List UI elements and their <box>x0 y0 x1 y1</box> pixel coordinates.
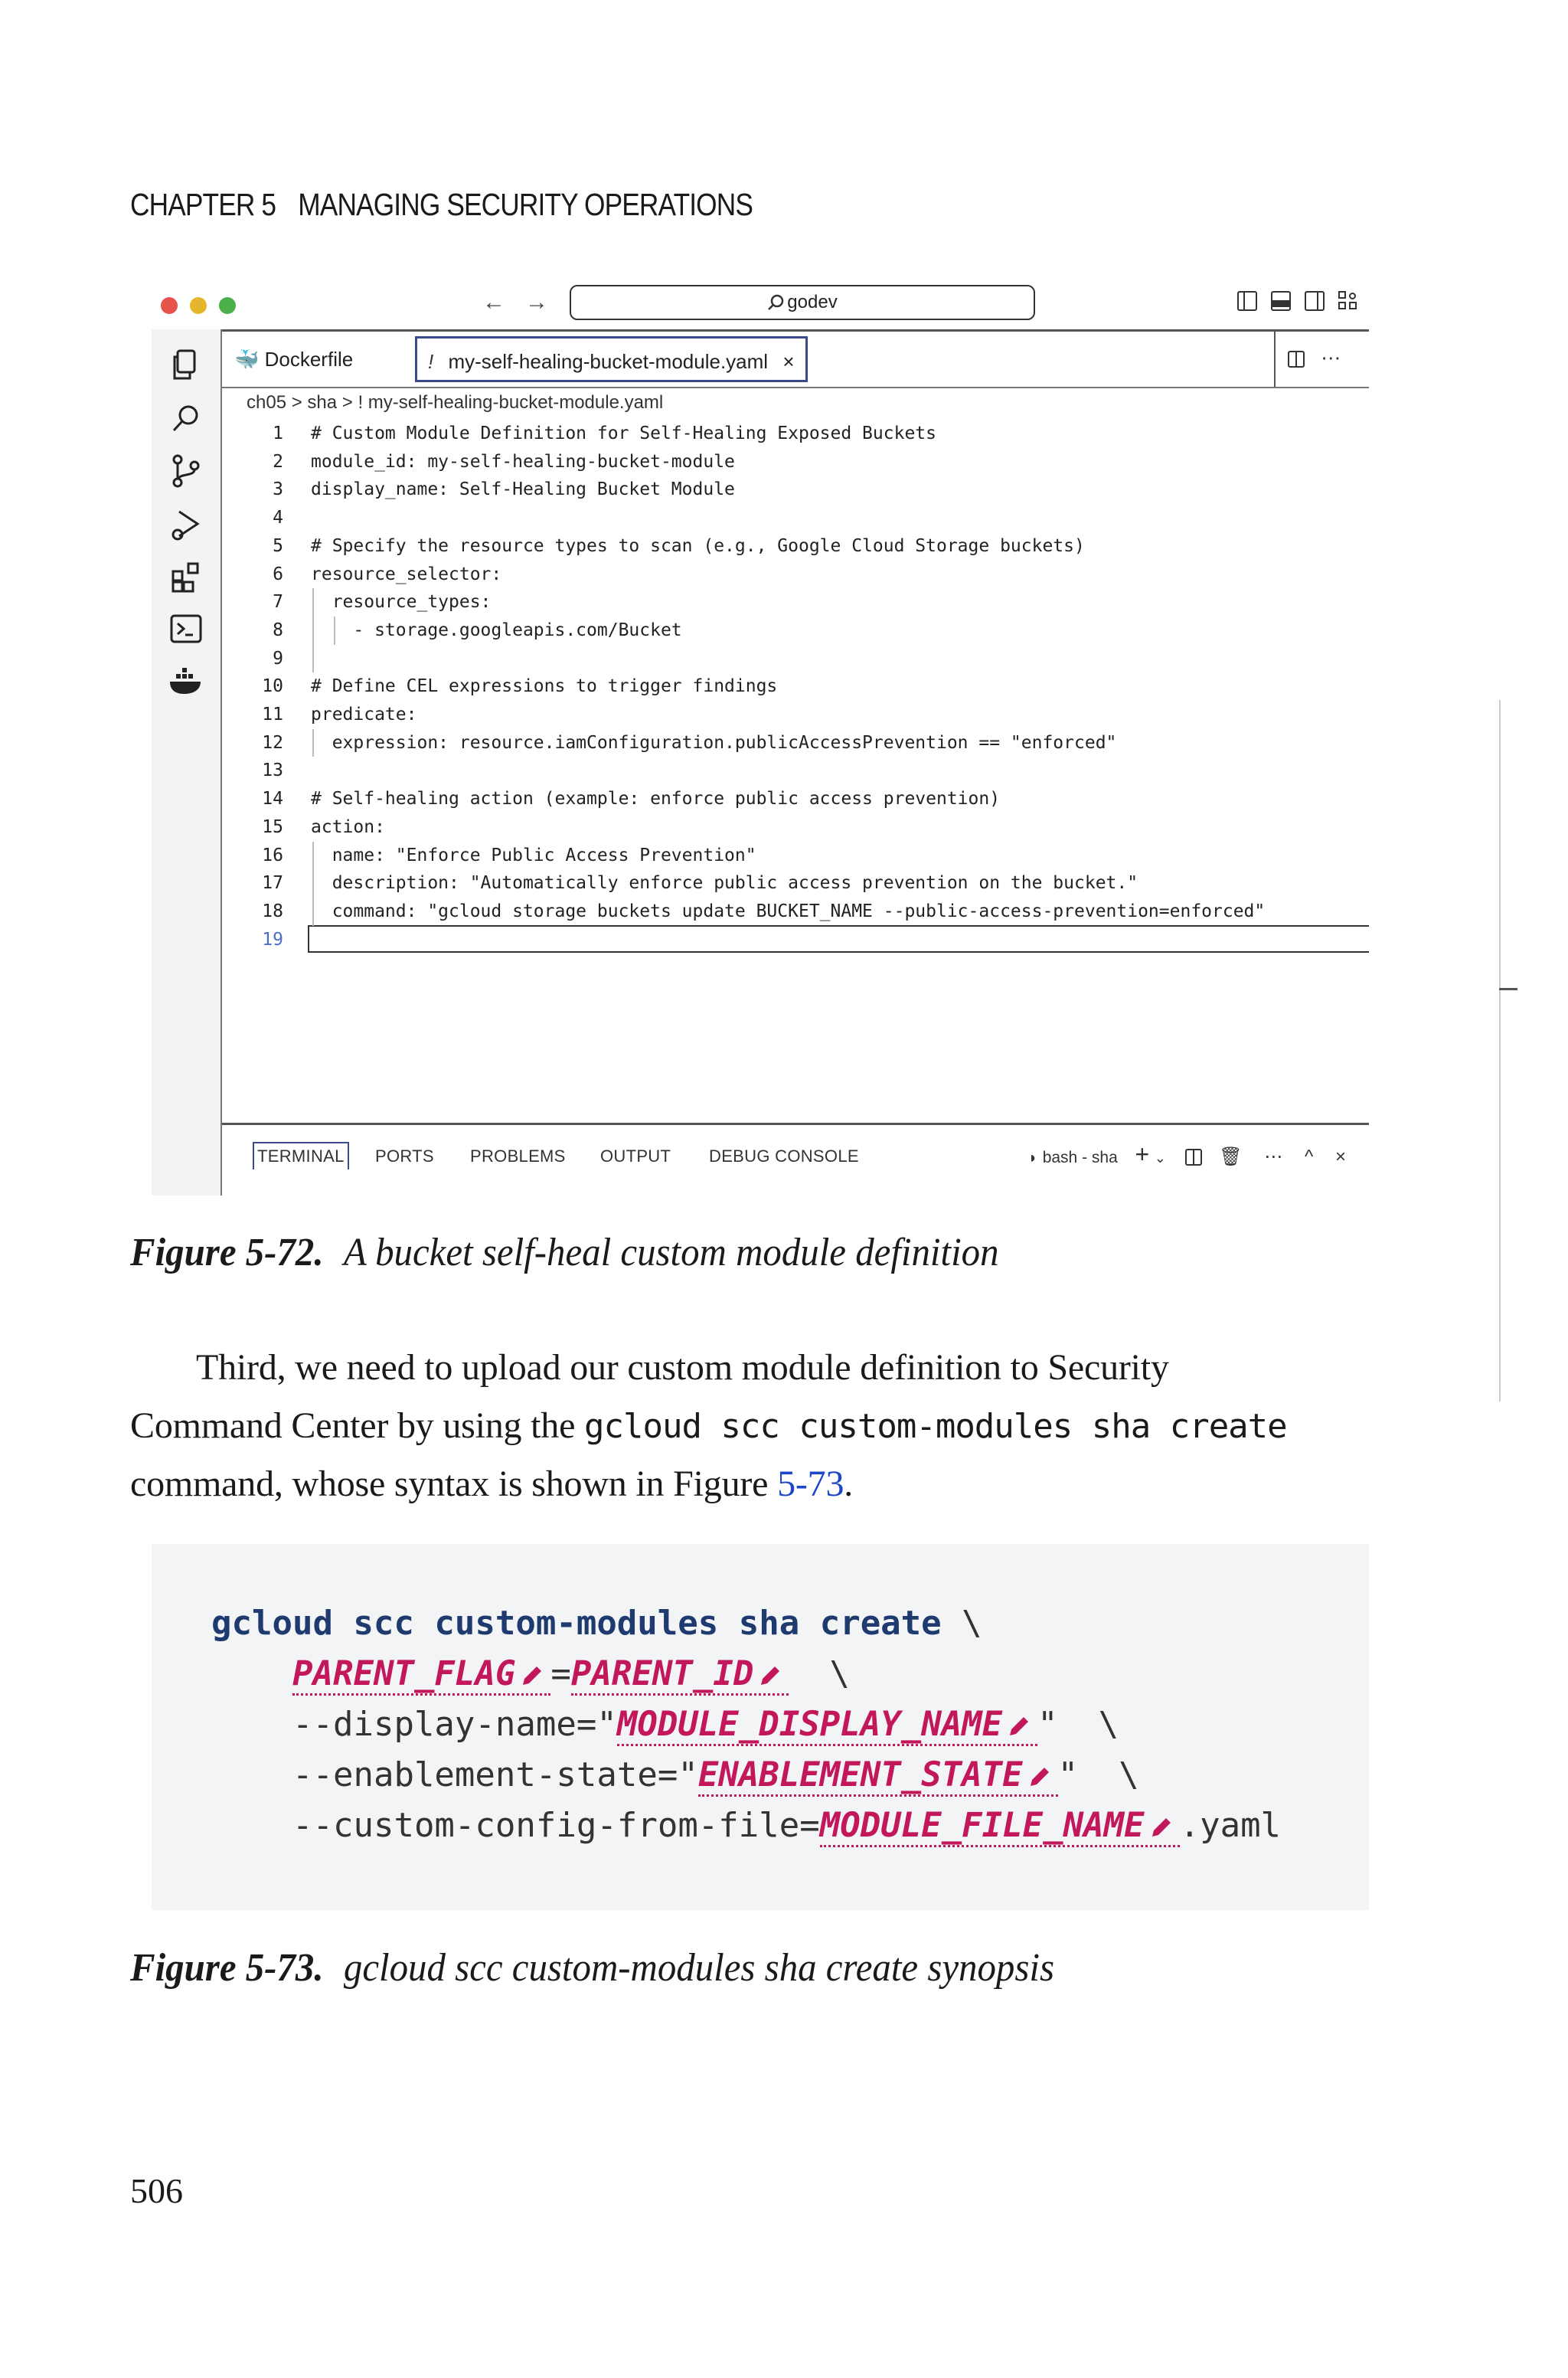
editor-tabs <box>222 329 1369 388</box>
placeholder-module-display-name[interactable]: MODULE_DISPLAY_NAME <box>617 1705 1037 1746</box>
tab-label: my-self-healing-bucket-module.yaml <box>448 350 769 373</box>
pencil-icon <box>1027 1763 1054 1789</box>
run-debug-icon[interactable] <box>167 505 205 544</box>
paragraph-text: command, whose syntax is shown in Figure <box>130 1464 778 1504</box>
line-number: 18 <box>262 901 283 921</box>
paragraph-line <box>130 1397 1287 1456</box>
search-icon <box>767 294 784 311</box>
line-number: 12 <box>262 732 283 753</box>
figure-reference-link[interactable]: 5-73 <box>777 1464 844 1504</box>
activity-bar <box>152 329 222 1196</box>
line-number: 15 <box>262 816 283 837</box>
tab-output[interactable]: OUTPUT <box>600 1146 671 1166</box>
source-control-icon[interactable] <box>167 452 205 490</box>
synopsis-command: gcloud scc custom-modules sha create <box>211 1604 942 1643</box>
code-text: - storage.googleapis.com/Bucket <box>311 620 682 640</box>
search-sidebar-icon[interactable] <box>167 400 205 438</box>
code-text: name: "Enforce Public Access Prevention" <box>311 845 756 865</box>
split-editor-icon[interactable] <box>1288 351 1305 368</box>
display-name-flag: --display-name=" <box>292 1705 617 1744</box>
indent-guide <box>312 588 314 672</box>
indent-guide <box>312 842 314 926</box>
trash-icon[interactable]: 🗑 <box>1219 1146 1243 1167</box>
code-text: # Define CEL expressions to trigger findings <box>311 676 778 697</box>
back-arrow-icon[interactable]: ← <box>482 289 505 315</box>
tab-terminal[interactable]: TERMINAL <box>253 1142 349 1169</box>
chapter-label: CHAPTER 5 <box>130 187 276 222</box>
more-actions-icon[interactable]: ⋯ <box>1264 1146 1283 1167</box>
synopsis-line <box>292 1752 1139 1798</box>
toggle-secondary-sidebar-icon[interactable] <box>1305 291 1325 311</box>
enablement-flag: --enablement-state=" <box>292 1755 698 1794</box>
placeholder-parent-flag[interactable]: PARENT_FLAG <box>292 1654 550 1696</box>
line-number: 9 <box>273 648 283 669</box>
current-line-highlight <box>308 925 1369 953</box>
line-number: 1 <box>273 424 283 443</box>
terminal-name[interactable]: bash - sha <box>1042 1149 1118 1166</box>
customize-layout-icon[interactable] <box>1338 291 1358 311</box>
tab-yaml-active[interactable] <box>415 336 808 382</box>
yaml-warning-icon: ! <box>428 350 434 373</box>
paragraph-line <box>130 1455 853 1513</box>
line-number: 11 <box>262 705 283 725</box>
figure-number: Figure 5-72. <box>130 1231 324 1274</box>
line-continuation: \ <box>1098 1705 1119 1744</box>
tab-debug-console[interactable]: DEBUG CONSOLE <box>709 1146 859 1166</box>
line-number: 13 <box>262 761 283 781</box>
line-number: 3 <box>273 479 283 500</box>
line-number: 17 <box>262 873 283 894</box>
tab-ports[interactable]: PORTS <box>375 1146 434 1166</box>
tab-dockerfile[interactable] <box>234 336 353 382</box>
toggle-panel-icon[interactable] <box>1271 291 1291 311</box>
synopsis-line <box>292 1702 1119 1748</box>
synopsis-line <box>292 1651 850 1697</box>
code-text: resource_selector: <box>311 564 502 584</box>
pencil-icon <box>520 1662 546 1688</box>
code-text: # Custom Module Definition for Self-Healing Exposed Buckets <box>311 424 936 443</box>
docker-icon: 🐳 <box>234 348 260 371</box>
placeholder-enablement-state[interactable]: ENABLEMENT_STATE <box>698 1755 1058 1797</box>
line-number: 8 <box>273 620 283 640</box>
tab-problems[interactable]: PROBLEMS <box>470 1146 566 1166</box>
chevron-down-icon[interactable]: ⌄ <box>1154 1150 1166 1166</box>
synopsis-line <box>211 1601 982 1647</box>
close-window-dot[interactable] <box>161 297 178 314</box>
pencil-icon <box>1007 1712 1033 1739</box>
indent-guide <box>312 729 314 757</box>
line-number: 16 <box>262 845 283 865</box>
line-number: 10 <box>262 676 283 697</box>
line-number: 19 <box>262 929 283 950</box>
close-icon[interactable]: × <box>782 350 795 373</box>
placeholder-module-file-name[interactable]: MODULE_FILE_NAME <box>820 1806 1180 1847</box>
code-text: display_name: Self-Healing Bucket Module <box>311 479 735 500</box>
code-text: # Self-healing action (example: enforce public access prevention) <box>311 789 1001 810</box>
figure-number: Figure 5-73. <box>130 1946 324 1990</box>
command-synopsis <box>152 1544 1369 1910</box>
code-text: resource_types: <box>311 592 492 613</box>
equals-sign: = <box>550 1654 571 1693</box>
line-number: 4 <box>273 508 283 528</box>
code-text: # Specify the resource types to scan (e.g., Google Cloud Storage buckets) <box>311 535 1085 556</box>
line-number: 7 <box>273 592 283 613</box>
line-continuation: \ <box>962 1604 982 1643</box>
code-text: module_id: my-self-healing-bucket-module <box>311 451 735 472</box>
chevron-up-icon[interactable]: ^ <box>1305 1146 1314 1167</box>
split-terminal-icon[interactable] <box>1185 1149 1202 1166</box>
line-number: 6 <box>273 564 283 584</box>
search-text: godev <box>787 292 838 312</box>
closing-quote: " <box>1057 1755 1079 1794</box>
figure-caption-text: gcloud scc custom-modules sha create synopsis <box>343 1946 1054 1990</box>
new-terminal-icon[interactable]: + <box>1135 1140 1150 1168</box>
terminal-shell-icon: ◗ <box>1027 1150 1038 1166</box>
ide-screenshot <box>152 280 1369 1196</box>
extensions-icon[interactable] <box>167 558 205 596</box>
editor-actions <box>1274 332 1369 387</box>
breadcrumb[interactable]: ch05 > sha > ! my-self-healing-bucket-module.yaml <box>247 392 664 413</box>
pencil-icon <box>758 1662 784 1688</box>
command-center-search[interactable] <box>570 285 1035 320</box>
line-number: 5 <box>273 535 283 556</box>
closing-quote: " <box>1037 1705 1058 1744</box>
layout-controls <box>1237 291 1358 311</box>
docker-icon[interactable] <box>167 662 205 700</box>
indent-guide <box>334 617 335 645</box>
title-bar <box>152 280 1369 329</box>
line-number: 14 <box>262 789 283 810</box>
forward-arrow-icon[interactable]: → <box>525 289 548 315</box>
bottom-panel <box>222 1123 1369 1198</box>
paragraph-text: . <box>844 1464 854 1504</box>
editor-scrollbar[interactable] <box>1499 700 1521 1475</box>
minimize-window-dot[interactable] <box>190 297 207 314</box>
line-continuation: \ <box>829 1654 850 1693</box>
pencil-icon <box>1149 1814 1175 1840</box>
config-flag: --custom-config-from-file= <box>292 1806 820 1845</box>
tab-label: Dockerfile <box>264 348 354 371</box>
paragraph-text: Command Center by using the <box>130 1405 584 1446</box>
toggle-primary-sidebar-icon[interactable] <box>1237 291 1257 311</box>
close-icon[interactable]: × <box>1334 1146 1346 1167</box>
code-text: predicate: <box>311 705 417 725</box>
synopsis-line <box>292 1803 1281 1849</box>
code-editor[interactable] <box>222 420 1369 1124</box>
figure-caption-text: A bucket self-heal custom module definition <box>343 1231 999 1274</box>
code-text: description: "Automatically enforce public access prevention on the bucket." <box>311 873 1138 894</box>
chapter-title: MANAGING SECURITY OPERATIONS <box>298 187 753 222</box>
terminal-actions <box>1028 1140 1346 1169</box>
running-head <box>130 187 753 223</box>
figure-caption <box>130 1230 999 1275</box>
line-number: 2 <box>273 451 283 472</box>
line-continuation: \ <box>1119 1755 1139 1794</box>
paragraph-line: Third, we need to upload our custom module definition to Security <box>196 1347 1169 1388</box>
terminal-view-icon[interactable] <box>167 610 205 648</box>
code-text: expression: resource.iamConfiguration.publicAccessPrevention == "enforced" <box>311 732 1117 753</box>
maximize-window-dot[interactable] <box>219 297 236 314</box>
code-text: action: <box>311 816 385 837</box>
placeholder-parent-id[interactable]: PARENT_ID <box>571 1654 789 1696</box>
page-number: 506 <box>130 2171 183 2210</box>
figure-caption <box>130 1945 1054 1990</box>
code-text: command: "gcloud storage buckets update BUCKET_NAME --public-access-prevention=enforced" <box>311 901 1266 921</box>
more-actions-icon[interactable]: ⋯ <box>1321 346 1341 369</box>
explorer-icon[interactable] <box>167 346 205 384</box>
inline-code: gcloud scc custom-modules sha create <box>584 1407 1287 1446</box>
file-extension: .yaml <box>1179 1806 1282 1845</box>
